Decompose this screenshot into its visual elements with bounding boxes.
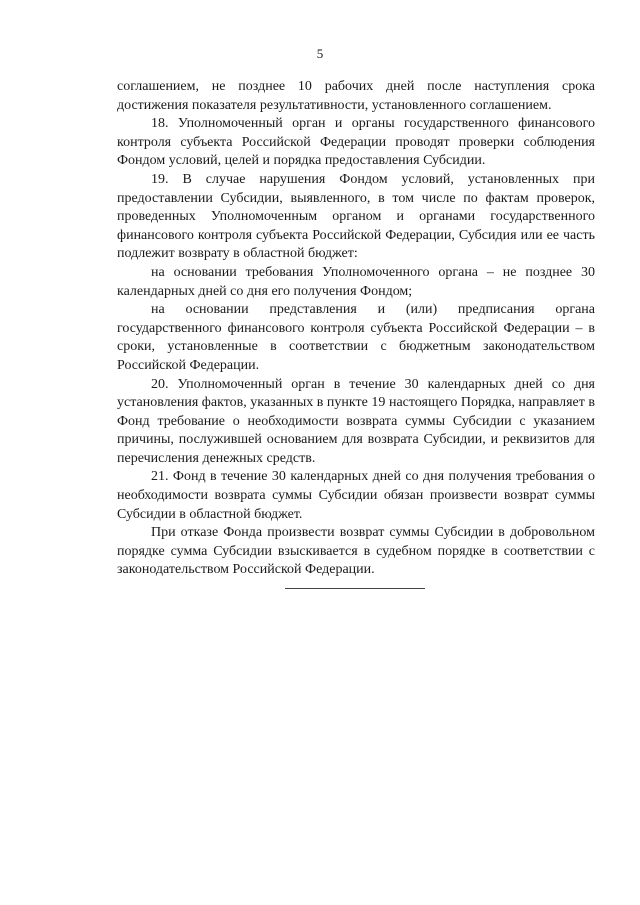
- paragraph-19-item-2: на основании представления и (или) предписания органа государственного финансового контроля субъекта Российской Федерации – в сроки, установленные в соответствии с бюджетным законодательством Российской Федерации.: [117, 302, 595, 373]
- end-separator-line: [285, 588, 425, 589]
- paragraph-19-item-1: на основании требования Уполномоченного органа – не позднее 30 календарных дней со дня его получения Фондом;: [117, 264, 595, 299]
- paragraph-continuation: соглашением, не позднее 10 рабочих дней после наступления срока достижения показателя результативности, установленного соглашением.: [117, 79, 595, 113]
- page-number: 5: [316, 46, 324, 61]
- paragraph-18: 18. Уполномоченный орган и органы государственного финансового контроля субъекта Российской Федерации проводят проверки соблюдения Фондом условий, целей и порядка предоставления Субсидии.: [117, 116, 595, 169]
- paragraph-19: 19. В случае нарушения Фондом условий, установленных при предоставлении Субсидии, выявленного, в том числе по фактам проверок, проведенных Уполномоченным органом и органами государственного финансового контроля субъекта Российской Федерации, Субсидия или ее часть подлежит возврату в областной бюджет:: [117, 171, 595, 262]
- paragraph-20: 20. Уполномоченный орган в течение 30 календарных дней со дня установления фактов, указанных в пункте 19 настоящего Порядка, направляет в Фонд требование о необходимости возврата суммы Субсидии с указанием причины, послужившей основанием для возврата Субсидии, и реквизитов для перечисления денежных средств.: [117, 376, 595, 466]
- paragraph-21-refusal: При отказе Фонда произвести возврат суммы Субсидии в добровольном порядке сумма Субсидии взыскивается в судебном порядке в соответствии с законодательством Российской Федерации.: [117, 525, 595, 578]
- document-body: [117, 78, 595, 580]
- paragraph-21: 21. Фонд в течение 30 календарных дней со дня получения требования о необходимости возврата суммы Субсидии обязан произвести возврат суммы Субсидии в областной бюджет.: [117, 469, 595, 522]
